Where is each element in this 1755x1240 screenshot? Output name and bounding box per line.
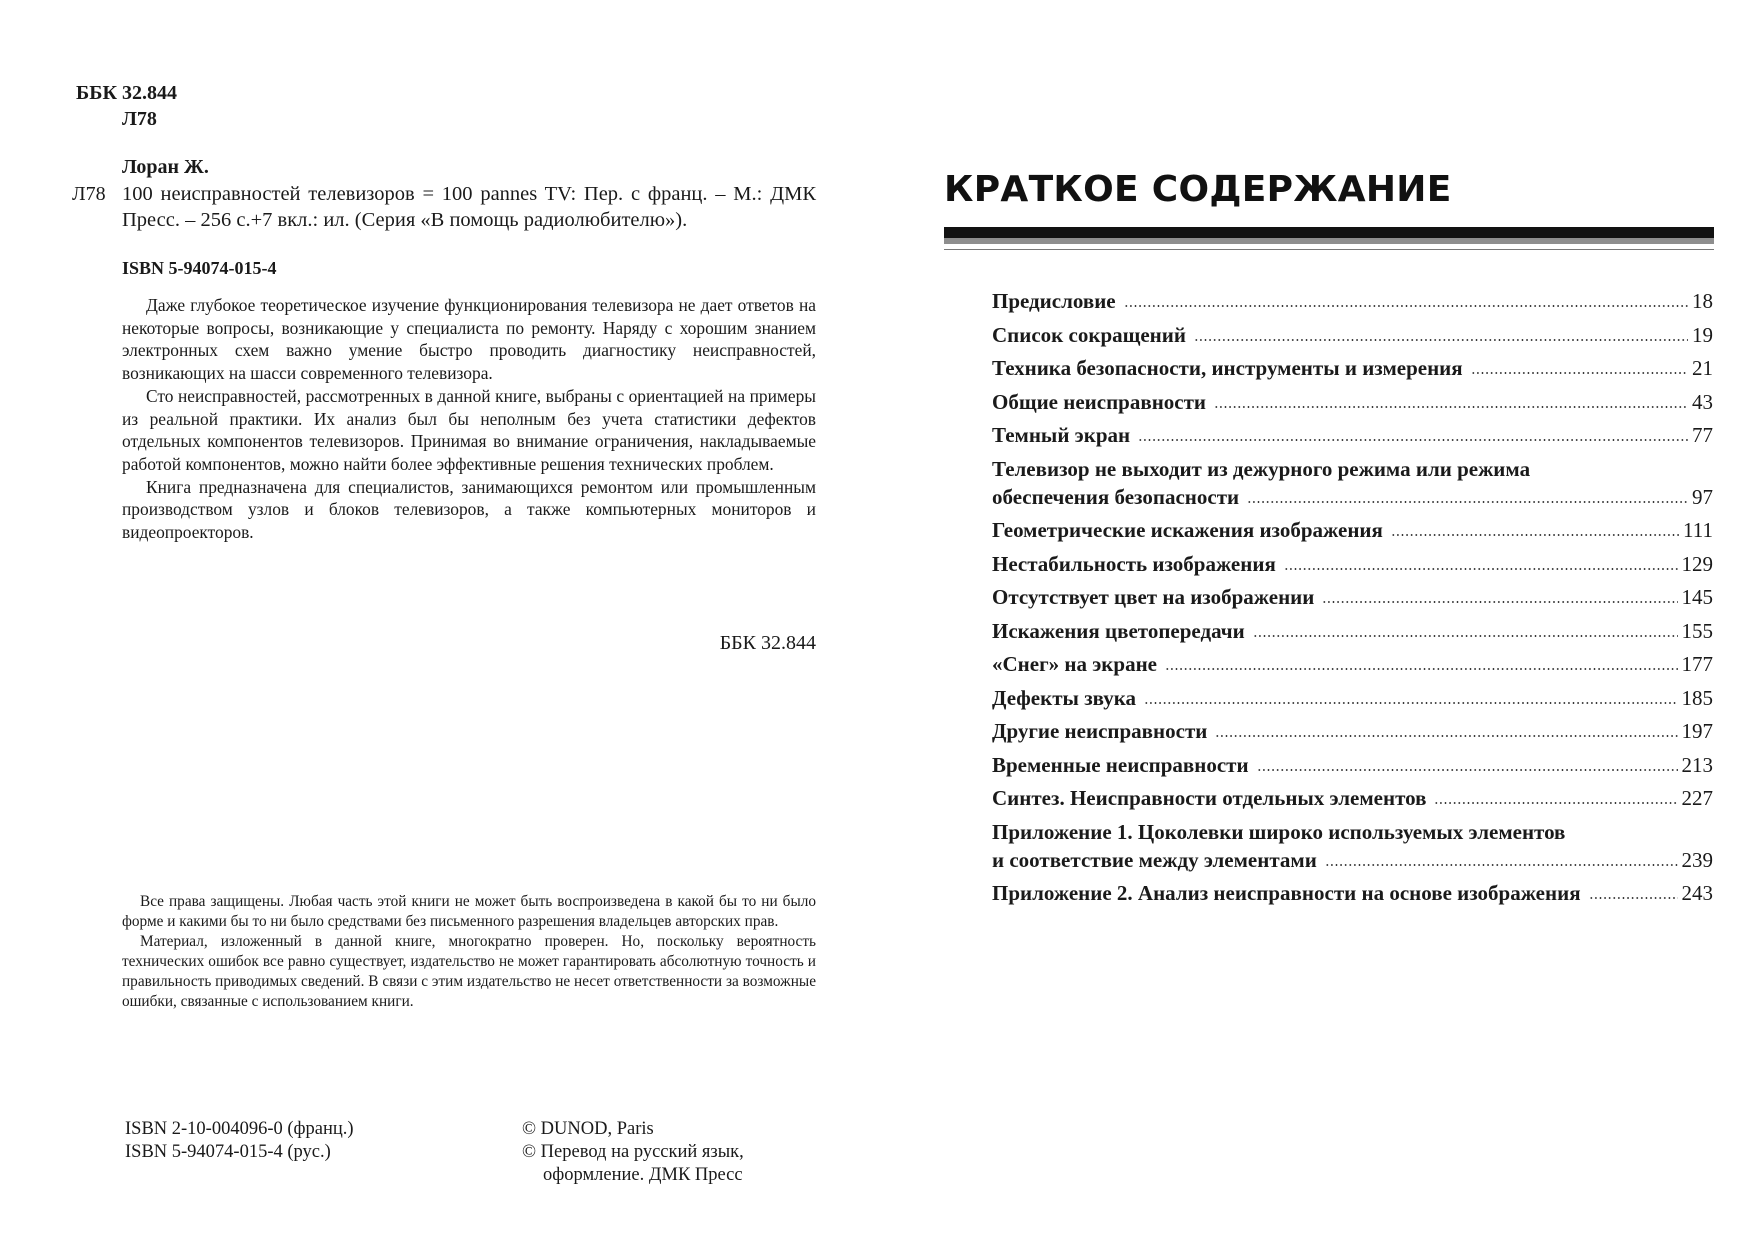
toc-entry-label: и соответствие между элементами	[992, 847, 1317, 872]
leader-dots	[1257, 769, 1678, 771]
toc-entry-label: Техника безопасности, инструменты и измерения	[992, 356, 1463, 380]
toc-entry-label: Другие неисправности	[992, 719, 1208, 743]
toc-entry-page: 197	[1681, 719, 1713, 743]
leader-dots	[1471, 372, 1688, 374]
toc-entry-page: 21	[1692, 356, 1713, 380]
toc-entry-label: Нестабильность изображения	[992, 551, 1276, 576]
toc-entry[interactable]	[992, 687, 1713, 709]
toc-entry[interactable]	[992, 882, 1713, 904]
toc-entry-label: Синтез. Неисправности отдельных элементов	[992, 786, 1427, 810]
toc-entry-page: 77	[1692, 423, 1713, 447]
toc-entry-page: 213	[1681, 752, 1713, 777]
bibliographic-record: 100 неисправностей телевизоров = 100 pannes TV: Пер. с франц. – М.: ДМК Пресс. – 256 с.+7 вкл.: ил. (Серия «В помощь радиолюбителю»).	[122, 183, 816, 231]
leader-dots	[1214, 406, 1688, 408]
copyright-line: © Перевод на русский язык,	[522, 1142, 744, 1162]
toc-entry[interactable]	[992, 324, 1713, 346]
toc-entry-label-line1: Приложение 1. Цоколевки широко используемых элементов	[992, 819, 1566, 844]
title-rule-thick	[944, 227, 1714, 238]
toc-entry[interactable]	[992, 821, 1713, 871]
leader-dots	[1165, 668, 1678, 670]
leader-dots	[1215, 735, 1677, 737]
toc-entry[interactable]	[992, 754, 1713, 776]
toc-entry[interactable]	[992, 586, 1713, 608]
toc-entry-page: 185	[1681, 685, 1713, 710]
toc-entry-page: 19	[1692, 322, 1713, 347]
toc-entry[interactable]	[992, 458, 1713, 508]
bbk-code-right: ББК 32.844	[719, 632, 816, 654]
toc-entry[interactable]	[992, 424, 1713, 446]
leader-dots	[1144, 702, 1677, 704]
toc-entry-label: Искажения цветопередачи	[992, 618, 1245, 643]
abstract-paragraph: Книга предназначена для специалистов, занимающихся ремонтом или промышленным производством узлов и блоков телевизоров, а также компьютерных мониторов и видеопроекторов.	[122, 476, 816, 543]
toc-entry[interactable]	[992, 720, 1713, 742]
toc-entry-label: Геометрические искажения изображения	[992, 518, 1383, 542]
toc-entry-page: 111	[1683, 518, 1713, 542]
leader-dots	[1247, 501, 1688, 503]
toc-entry[interactable]	[992, 391, 1713, 413]
toc-entry-label: «Снег» на экране	[992, 652, 1157, 676]
copyright-line: оформление. ДМК Пресс	[543, 1165, 743, 1185]
leader-dots	[1391, 534, 1679, 536]
abstract-paragraph: Даже глубокое теоретическое изучение функционирования телевизора не дает ответов на некоторые вопросы, возникающие у специалиста по ремонту. Наряду с хорошим знанием электронных схем важно умение быстро проводить диагностику неисправностей, возникающих на шасси современного телевизора.	[122, 295, 816, 384]
leader-dots	[1138, 439, 1688, 441]
toc-entry-page: 43	[1692, 389, 1713, 414]
toc-entry-page: 129	[1681, 551, 1713, 576]
toc-entry-page: 177	[1681, 652, 1713, 676]
rights-paragraph: Материал, изложенный в данной книге, многократно проверен. Но, поскольку вероятность технических ошибок все равно существует, издательство не может гарантировать абсолютную точность и правильность приводимых сведений. В связи с этим издательство не несет ответственности за возможные ошибки, связанные с использованием книги.	[122, 933, 816, 1010]
toc-entry-page: 239	[1681, 847, 1713, 872]
toc-entry-label: Список сокращений	[992, 322, 1186, 347]
toc-entry-page: 145	[1681, 585, 1713, 609]
isbn-russian: ISBN 5-94074-015-4 (рус.)	[125, 1142, 331, 1162]
toc-entry-page: 243	[1681, 881, 1713, 905]
toc-entry-label: Временные неисправности	[992, 752, 1249, 777]
toc-entry-label: Дефекты звука	[992, 685, 1137, 710]
toc-entry-page: 97	[1692, 484, 1713, 509]
toc-entry-label: Предисловие	[992, 289, 1116, 313]
leader-dots	[1434, 802, 1677, 804]
abstract-paragraph: Сто неисправностей, рассмотренных в данной книге, выбраны с ориентацией на примеры из реальной практики. Их анализ был бы неполным без учета статистики дефектов отдельных компонентов телевизоров. Принимая во внимание ограничения, накладываемые работой компонентов, можно найти более эффективные решения технических проблем.	[122, 385, 816, 474]
leader-dots	[1124, 305, 1688, 307]
title-rule-thin	[944, 249, 1714, 250]
toc-entry[interactable]	[992, 553, 1713, 575]
abstract	[122, 294, 816, 544]
isbn-french: ISBN 2-10-004096-0 (франц.)	[125, 1119, 354, 1139]
leader-dots	[1194, 339, 1688, 341]
copyright	[522, 1118, 744, 1187]
bbk-code: ББК 32.844	[76, 82, 177, 104]
isbn-main: ISBN 5-94074-015-4	[122, 258, 277, 278]
leader-dots	[1284, 568, 1678, 570]
toc-entry-label: Общие неисправности	[992, 389, 1207, 414]
toc-entry-label: обеспечения безопасности	[992, 484, 1240, 509]
toc-title: КРАТКОЕ СОДЕРЖАНИЕ	[944, 169, 1452, 210]
leader-dots	[1589, 897, 1678, 899]
title-rule-gray	[944, 238, 1714, 244]
leader-dots	[1322, 601, 1677, 603]
isbn-list	[125, 1118, 354, 1164]
author: Лоран Ж.	[122, 156, 209, 178]
toc-entry-label-line1: Телевизор не выходит из дежурного режима или режима	[992, 456, 1531, 481]
toc-entry-label: Отсутствует цвет на изображении	[992, 585, 1315, 609]
toc-entry-page: 18	[1692, 289, 1713, 313]
toc-entry-page: 227	[1681, 786, 1713, 810]
leader-dots	[1325, 864, 1678, 866]
toc-entry[interactable]	[992, 290, 1713, 312]
table-of-contents	[992, 290, 1713, 916]
rights-notice	[122, 892, 816, 1012]
toc-entry-page: 155	[1681, 618, 1713, 643]
toc-entry[interactable]	[992, 787, 1713, 809]
toc-entry[interactable]	[992, 357, 1713, 379]
rights-paragraph: Все права защищены. Любая часть этой книги не может быть воспроизведена в какой бы то ни было форме и какими бы то ни было средствами без письменного разрешения владельцев авторских прав.	[122, 893, 816, 930]
toc-entry-label: Темный экран	[992, 423, 1131, 447]
index-code: Л78	[122, 108, 157, 130]
side-index-code: Л78	[72, 183, 106, 205]
copyright-line: © DUNOD, Paris	[522, 1119, 654, 1139]
toc-entry[interactable]	[992, 519, 1713, 541]
toc-entry[interactable]	[992, 653, 1713, 675]
toc-entry-label: Приложение 2. Анализ неисправности на основе изображения	[992, 881, 1581, 905]
toc-entry[interactable]	[992, 620, 1713, 642]
leader-dots	[1253, 635, 1678, 637]
